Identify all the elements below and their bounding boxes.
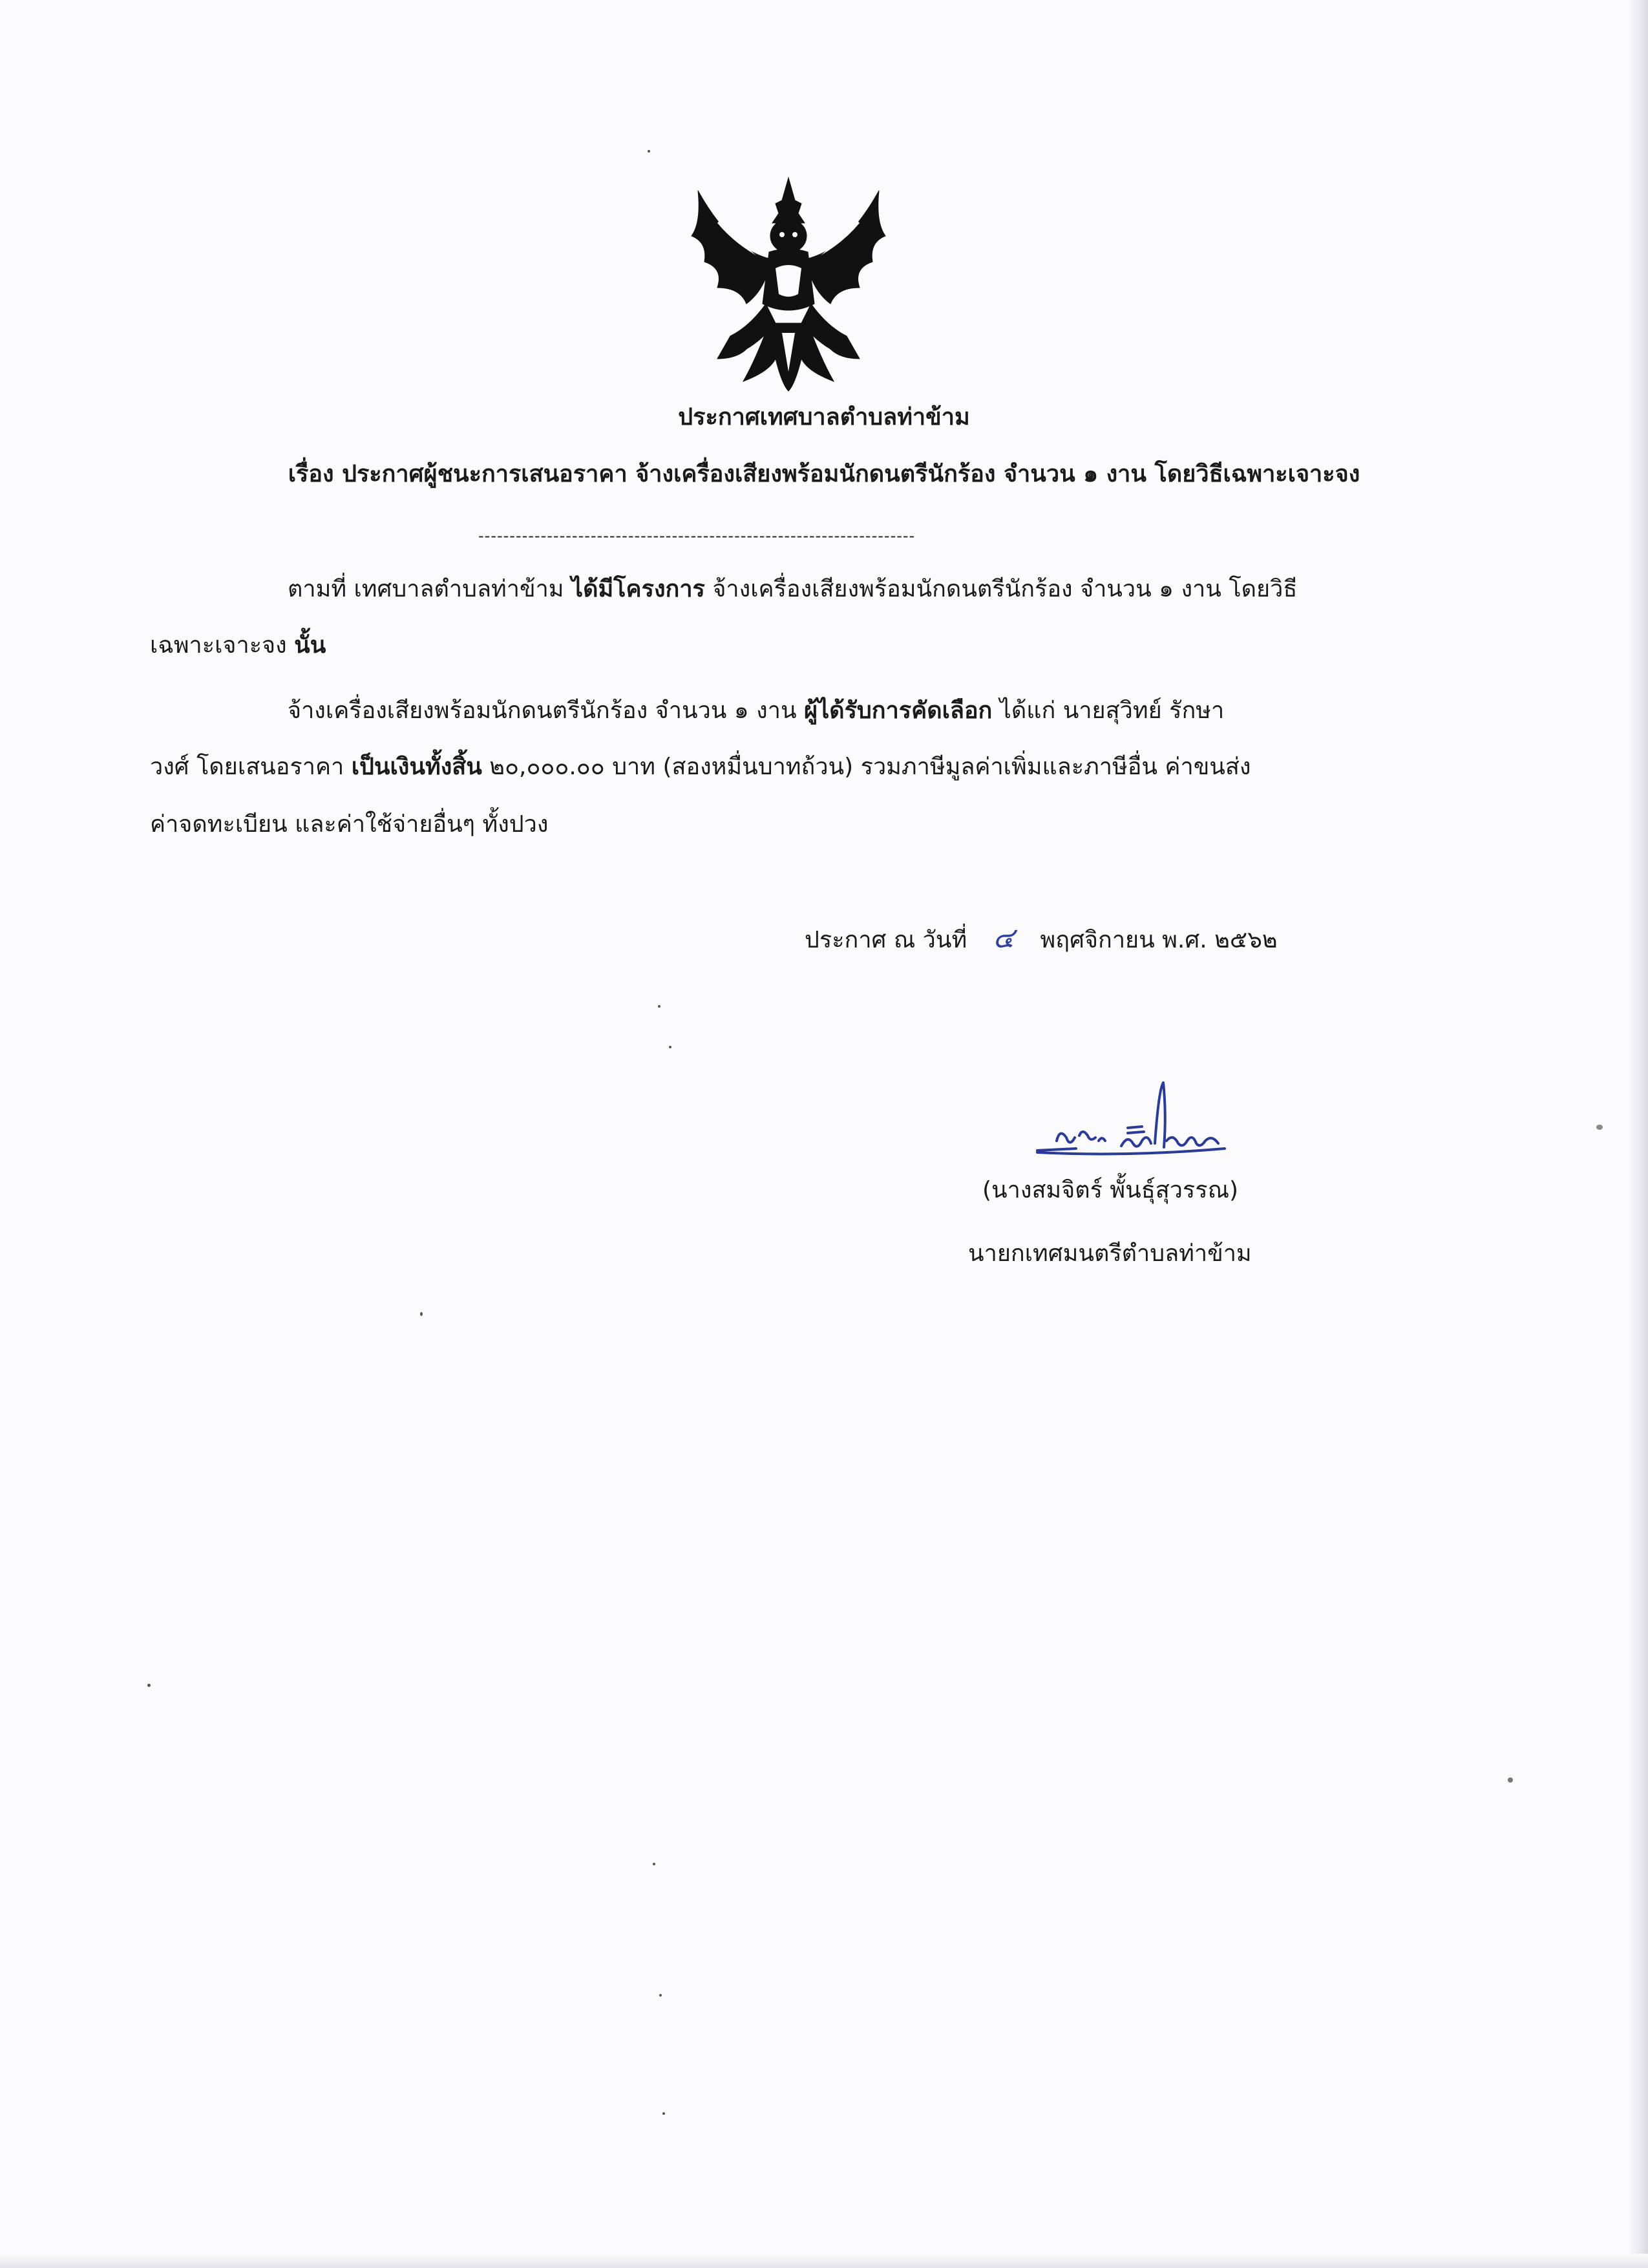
signatory-position: นายกเทศมนตรีตำบลท่าข้าม xyxy=(968,1240,1252,1267)
text-span: ค่าจดทะเบียน และค่าใช้จ่ายอื่นๆ ทั้งปวง xyxy=(150,811,549,838)
scan-speck xyxy=(147,1684,151,1687)
document-heading: ประกาศเทศบาลตำบลท่าข้าม xyxy=(678,404,970,430)
text-span: จ้างเครื่องเสียงพร้อมนักดนตรีนักร้อง จำนวน ๑ งาน xyxy=(288,697,804,724)
paragraph-1-line-2 xyxy=(150,630,326,661)
handwritten-signature-icon xyxy=(1031,1076,1251,1167)
text-span: เฉพาะเจาะจง xyxy=(150,632,295,659)
text-span: ตามที่ เทศบาลตำบลท่าข้าม xyxy=(288,576,571,602)
scan-speck xyxy=(658,1005,660,1008)
scan-speck xyxy=(653,1863,655,1865)
text-span: ได้แก่ นายสุวิทย์ รักษา xyxy=(992,697,1225,724)
scan-speck xyxy=(648,150,650,153)
paragraph-2-line-2 xyxy=(150,752,1251,783)
announcement-date xyxy=(805,923,1278,956)
scan-edge xyxy=(1629,0,1648,2268)
scan-speck xyxy=(659,1994,662,1997)
separator-line: ---------------------------------------------------------------------- xyxy=(478,527,916,545)
document-subject: เรื่อง ประกาศผู้ชนะการเสนอราคา จ้างเครื่องเสียงพร้อมนักดนตรีนักร้อง จำนวน ๑ งาน โดยวิธีเฉพาะเจาะจง xyxy=(288,461,1360,487)
text-span-bold: เป็นเงินทั้งสิ้น xyxy=(351,754,482,780)
scan-speck xyxy=(1596,1125,1603,1130)
paragraph-2-line-3 xyxy=(150,809,548,840)
text-span: จ้างเครื่องเสียงพร้อมนักดนตรีนักร้อง จำนวน ๑ งาน โดยวิธี xyxy=(704,576,1298,602)
scan-speck xyxy=(669,1046,671,1048)
paragraph-1-line-1 xyxy=(288,574,1297,605)
scan-speck xyxy=(420,1312,423,1316)
text-span: วงศ์ โดยเสนอราคา xyxy=(150,754,352,780)
paragraph-2-line-1 xyxy=(288,695,1224,726)
date-day-handwritten: ๔ xyxy=(993,922,1015,955)
text-span-bold: ได้มีโครงการ xyxy=(571,576,705,602)
scan-edge xyxy=(0,2254,1648,2268)
garuda-emblem-icon xyxy=(679,165,898,404)
text-span: ๒๐,๐๐๐.๐๐ บาท (สองหมื่นบาทถ้วน) รวมภาษีมูลค่าเพิ่มและภาษีอื่น ค่าขนส่ง xyxy=(481,754,1251,780)
signatory-name: (นางสมจิตร์ พั้นธุ์สุวรรณ) xyxy=(982,1177,1239,1203)
date-month-year: พฤศจิกายน พ.ศ. ๒๕๖๒ xyxy=(1040,927,1278,953)
text-span-bold: ผู้ได้รับการคัดเลือก xyxy=(804,697,993,724)
text-span-bold: นั้น xyxy=(294,632,326,659)
date-prefix: ประกาศ ณ วันที่ xyxy=(805,927,967,953)
scan-speck xyxy=(1508,1777,1513,1783)
scan-speck xyxy=(662,2112,665,2115)
